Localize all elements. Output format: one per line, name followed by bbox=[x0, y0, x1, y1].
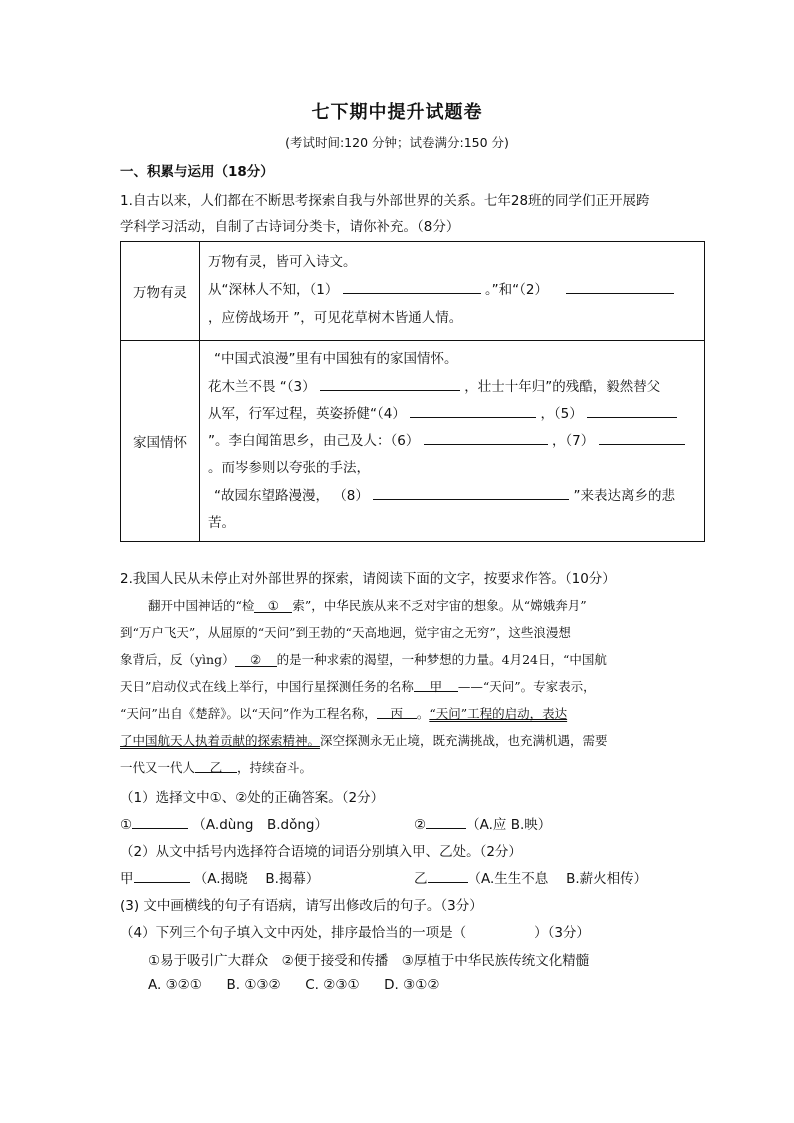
card-text: ，（7） bbox=[551, 433, 595, 449]
faulty-sentence: “天问”工程的启动，表达 bbox=[429, 706, 568, 721]
table-row bbox=[121, 242, 705, 341]
card-line bbox=[208, 278, 674, 298]
passage-blank-bing[interactable]: 丙 bbox=[377, 704, 417, 719]
passage-text: 的是一种求索的渴望，一种梦想的力量。4月24日，“中国航 bbox=[276, 652, 607, 667]
card-text: “故园东望路漫漫， （8） bbox=[214, 488, 369, 504]
answer-blank-4[interactable] bbox=[410, 403, 536, 418]
answer-blank-7[interactable] bbox=[599, 430, 685, 445]
card-text: 从“深林人不知，（1） bbox=[208, 282, 339, 298]
card-line: ，应傍战场开 ”，可见花草树木皆通人情。 bbox=[208, 310, 463, 326]
category-cell: 家国情怀 bbox=[121, 341, 200, 542]
card-text: ，壮士十年归”的残酷，毅然替父 bbox=[464, 379, 661, 395]
subquestion-2: （2）从文中括号内选择符合语境的词语分别填入甲、乙处。（2分） bbox=[120, 844, 522, 860]
q1-prompt-line2: 学科学习活动，自制了古诗词分类卡，请你补充。（8分） bbox=[120, 219, 460, 235]
answer-blank-s1b[interactable] bbox=[426, 814, 466, 829]
subquestion-1: （1）选择文中①、②处的正确答案。（2分） bbox=[120, 790, 385, 806]
subquestion-4-text: （4）下列三个句子填入文中丙处，排序最恰当的一项是（ bbox=[120, 925, 467, 941]
passage-line bbox=[120, 677, 596, 695]
subquestion-3: (3) 文中画横线的句子有语病，请写出修改后的句子。（3分） bbox=[120, 898, 483, 914]
card-text: ”。李白闻笛思乡，由己及人：（6） bbox=[208, 433, 420, 449]
choice-d[interactable]: D. ③①② bbox=[384, 977, 440, 993]
passage-blank-jia[interactable]: 甲 bbox=[414, 677, 458, 692]
card-text: ”来表达离乡的悲 bbox=[573, 488, 675, 504]
answer-blank-6[interactable] bbox=[424, 430, 548, 445]
card-text: 花木兰不畏 “（3） bbox=[208, 379, 316, 395]
answer-label: ① bbox=[120, 817, 133, 833]
answer-label: 甲 bbox=[120, 871, 134, 887]
passage-line bbox=[120, 704, 567, 722]
content-cell bbox=[200, 341, 705, 542]
passage-text: 索”，中华民族从来不乏对宇宙的想象。从“嫦娥奔月” bbox=[292, 598, 587, 613]
passage-text: 深空探测永无止境，既充满挑战，也充满机遇，需要 bbox=[320, 733, 608, 748]
answer-blank-jia[interactable] bbox=[134, 868, 190, 883]
card-line: 。而岑参则以夸张的手法， bbox=[208, 460, 370, 476]
section-heading: 一、积累与运用（18分） bbox=[120, 164, 274, 180]
passage-line: 到“万户飞天”，从屈原的“天问”到王勃的“天高地迥，觉宇宙之无穷”，这些浪漫想 bbox=[120, 625, 571, 640]
choice-c[interactable]: C. ②③① bbox=[305, 977, 360, 993]
subquestion-4 bbox=[120, 921, 590, 941]
passage-text: ——“天问”。专家表示， bbox=[457, 679, 596, 694]
q2-prompt: 2.我国人民从未停止对外部世界的探索，请阅读下面的文字，按要求作答。（10分） bbox=[120, 571, 616, 587]
answer-options: （A.生生不息 B.薪火相传） bbox=[467, 871, 648, 887]
passage-line bbox=[120, 731, 608, 749]
choice-list bbox=[148, 977, 439, 993]
passage-line bbox=[120, 650, 607, 668]
answer-line bbox=[120, 867, 319, 887]
answer-blank-8[interactable] bbox=[373, 485, 569, 500]
card-text: 从军，行军过程，英姿挢健“（4） bbox=[208, 406, 406, 422]
subquestion-4-score: ）（3分） bbox=[534, 925, 590, 941]
passage-text: 天日”启动仪式在线上举行，中国行星探测任务的名称 bbox=[120, 679, 414, 694]
passage-text: 翻开中国神话的“检 bbox=[148, 598, 255, 613]
answer-line bbox=[414, 867, 647, 887]
choice-a[interactable]: A. ③②① bbox=[148, 977, 202, 993]
answer-blank-3[interactable] bbox=[320, 376, 460, 391]
card-line bbox=[208, 402, 677, 422]
card-line bbox=[208, 375, 660, 395]
answer-blank-yi[interactable] bbox=[428, 868, 468, 883]
answer-blank-5[interactable] bbox=[587, 403, 677, 418]
answer-line bbox=[414, 813, 551, 833]
card-text: 。”和“（2） bbox=[484, 282, 549, 298]
page-title: 七下期中提升试题卷 bbox=[311, 102, 483, 123]
card-line: “中国式浪漫”里有中国独有的家国情怀。 bbox=[214, 351, 458, 367]
card-line: 万物有灵，皆可入诗文。 bbox=[208, 254, 357, 270]
card-line: 苦。 bbox=[208, 515, 235, 531]
card-line bbox=[208, 429, 685, 449]
card-text: ，（5） bbox=[540, 406, 583, 422]
answer-options: （A.揭晓 B.揭幕） bbox=[193, 871, 320, 887]
passage-line bbox=[148, 596, 587, 614]
passage-text: ，持续奋斗。 bbox=[237, 760, 313, 775]
passage-blank-2[interactable]: ② bbox=[235, 652, 277, 667]
faulty-sentence: 了中国航天人执着贡献的探索精神。 bbox=[120, 733, 321, 748]
choice-b[interactable]: B. ①③② bbox=[226, 977, 281, 993]
answer-line bbox=[120, 813, 328, 833]
answer-blank-1[interactable] bbox=[343, 279, 481, 294]
answer-blank-s1a[interactable] bbox=[132, 814, 188, 829]
candidate-sentences: ①易于吸引广大群众 ②便于接受和传播 ③厚植于中华民族传统文化精髓 bbox=[148, 953, 590, 969]
answer-options: （A.应 B.映） bbox=[466, 817, 552, 833]
answer-blank-2[interactable] bbox=[566, 279, 674, 294]
answer-label: 乙 bbox=[414, 871, 428, 887]
poetry-card-table bbox=[120, 241, 705, 542]
content-cell bbox=[200, 242, 705, 341]
exam-info: (考试时间:120 分钟；试卷满分:150 分) bbox=[285, 135, 509, 150]
passage-blank-1[interactable]: ① bbox=[254, 598, 292, 613]
passage-blank-yi[interactable]: 乙 bbox=[195, 758, 237, 773]
passage-line bbox=[120, 758, 312, 776]
q1-prompt-line1: 1.自古以来，人们都在不断思考探索自我与外部世界的关系。七年28班的同学们正开展跨 bbox=[120, 193, 650, 209]
passage-text: 一代又一代人 bbox=[120, 760, 196, 775]
passage-text: “天问”出自《楚辞》。以“天问”作为工程名称， bbox=[120, 706, 377, 721]
answer-options: （A.dùng B.dǒng） bbox=[192, 817, 328, 833]
category-cell: 万物有灵 bbox=[121, 242, 200, 341]
passage-text: 。 bbox=[416, 706, 430, 721]
card-line bbox=[214, 484, 675, 504]
answer-label: ② bbox=[414, 817, 427, 833]
passage-text: 象背后，反（yìng） bbox=[120, 652, 235, 667]
table-row bbox=[121, 341, 705, 542]
